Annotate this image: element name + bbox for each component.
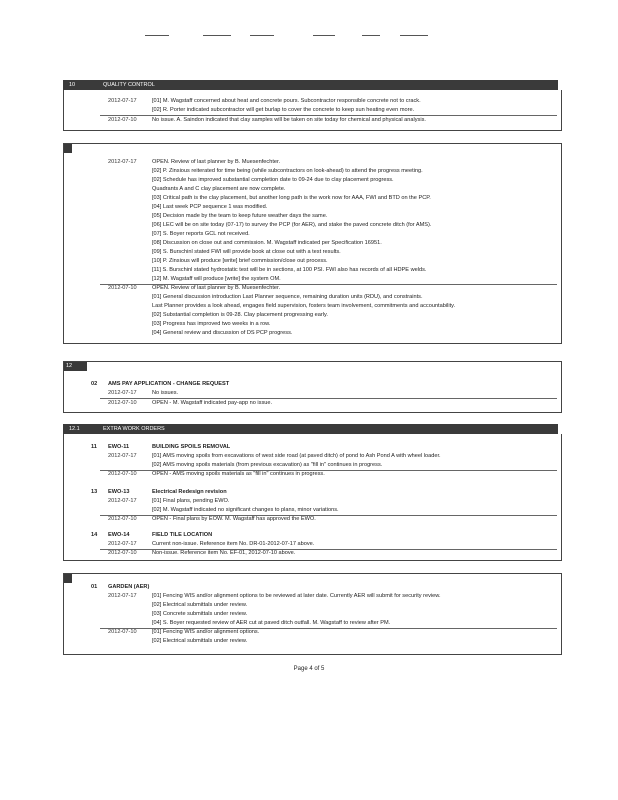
- header-rule: [203, 35, 231, 36]
- entry-date: 2012-07-10: [108, 550, 137, 556]
- entry-text: Non-issue. Reference item No. EF-01, 2012-07-10 above.: [152, 550, 296, 556]
- entry-text: No issues.: [152, 390, 179, 396]
- entry-text: [03] Concrete submittals under review.: [152, 611, 248, 617]
- item-title: Electrical Redesign revision: [152, 489, 227, 495]
- entry-text: [03] Critical path is the clay placement, but another long path is the work now for AAA, FWI and BTD on the PCP.: [152, 195, 431, 201]
- entry-text: [03] Progress has improved two weeks in a row.: [152, 321, 271, 327]
- section-header-extra-work-orders: [63, 424, 558, 434]
- entry-text: [04] Last week PCP sequence 1 was modified.: [152, 204, 268, 210]
- entry-text: [02] Electrical submittals under review.: [152, 602, 248, 608]
- item-title: BUILDING SPOILS REMOVAL: [152, 444, 231, 450]
- section-number: 10: [69, 82, 76, 88]
- entry-text: [11] S. Burschinl stated hydrostatic test will be in sections, at 100 PSI. FWI also has records of all HDPE welds.: [152, 267, 427, 273]
- entry-date: 2012-07-10: [108, 629, 137, 635]
- header-rule: [250, 35, 274, 36]
- section-header-quality-control: [63, 80, 558, 90]
- item-title: GARDEN (AER): [108, 584, 150, 590]
- entry-text: [02] Substantial completion is 09-28. Clay placement progressing early.: [152, 312, 328, 318]
- entry-text: [01] AMS moving spoils from excavations of west side road (at paved ditch) of pond to Ash Pond A with wheel loader.: [152, 453, 441, 459]
- entry-divider: [100, 398, 557, 399]
- entry-date: 2012-07-17: [108, 541, 137, 547]
- entry-date: 2012-07-10: [108, 400, 137, 406]
- entry-text: [12] M. Wagstaff will produce [write] the system OM.: [152, 276, 281, 282]
- entry-text: [01] Fencing WIS and/or alignment options.: [152, 629, 260, 635]
- entry-date: 2012-07-17: [108, 98, 137, 104]
- entry-text: [10] P. Zinsious will produce [write] brief commission/close out process.: [152, 258, 328, 264]
- entry-text: [02] P. Zinsious reiterated for time being (while subcontractors on look-ahead) to attend the progress meeting.: [152, 168, 423, 174]
- entry-text: [05] Decision made by the team to keep future weather days the same.: [152, 213, 328, 219]
- item-title: AMS PAY APPLICATION - CHANGE REQUEST: [108, 381, 230, 387]
- item-number: 14: [91, 532, 98, 538]
- entry-text: [07] S. Boyer reports GCL not received.: [152, 231, 250, 237]
- entry-text: [01] M. Wagstaff concerned about heat and concrete pours. Subcontractor responsible concrete not to crack.: [152, 98, 421, 104]
- entry-text: [09] S. Burschinl stated FWI will provide book at close out with a test results.: [152, 249, 341, 255]
- entry-date: 2012-07-17: [108, 390, 137, 396]
- entry-date: 2012-07-10: [108, 471, 137, 477]
- header-rule: [362, 35, 380, 36]
- entry-text: [04] S. Boyer requested review of AER cut at paved ditch outfall. M. Wagstaff to review after PM.: [152, 620, 391, 626]
- entry-date: 2012-07-17: [108, 498, 137, 504]
- item-number: 13: [91, 489, 98, 495]
- entry-text: [04] General review and discussion of DS PCP progress.: [152, 330, 293, 336]
- section-number: 12.1: [69, 426, 80, 432]
- header-rule: [313, 35, 335, 36]
- entry-text: [02] Schedule has improved substantial completion date to 09-24 due to clay placement progress.: [152, 177, 394, 183]
- entry-text: [02] M. Wagstaff indicated no significant changes to plans, minor variations.: [152, 507, 339, 513]
- item-number: 02: [91, 381, 98, 387]
- header-rule: [145, 35, 169, 36]
- entry-text: [06] LEC will be on site today (07-17) to survey the PCP (for AER), and stake the paved concrete ditch (for AMS).: [152, 222, 432, 228]
- entry-text: OPEN - AMS moving spoils materials as "fill in" continues in progress.: [152, 471, 325, 477]
- entry-date: 2012-07-17: [108, 593, 137, 599]
- entry-text: OPEN - M. Wagstaff indicated pay-app no issue.: [152, 400, 273, 406]
- entry-text: No issue. A. Saindon indicated that clay samples will be taken on site today for chemical and physical analysis.: [152, 117, 426, 123]
- item-number: 01: [91, 584, 98, 590]
- entry-text: [08] Discussion on close out and commission. M. Wagstaff indicated per Specification 16951.: [152, 240, 382, 246]
- entry-date: 2012-07-17: [108, 453, 137, 459]
- entry-date: 2012-07-10: [108, 516, 137, 522]
- entry-text: [01] Fencing WIS and/or alignment options to be reviewed at later date. Currently AER will submit for security review.: [152, 593, 441, 599]
- entry-date: 2012-07-10: [108, 285, 137, 291]
- entry-text: [01] General discussion introduction Last Planner sequence, remaining duration units (RDU), and constraints.: [152, 294, 423, 300]
- entry-text: OPEN - Final plans by EOW. M. Wagstaff has approved the EWO.: [152, 516, 316, 522]
- section-title: EXTRA WORK ORDERS: [103, 426, 165, 432]
- section-title: QUALITY CONTROL: [103, 82, 155, 88]
- entry-text: [02] Electrical submittals under review.: [152, 638, 248, 644]
- entry-text: OPEN. Review of last planner by B. Muesenfechter.: [152, 285, 281, 291]
- item-number: 11: [91, 444, 97, 450]
- entry-text: [01] Final plans, pending EWO.: [152, 498, 230, 504]
- section-number: 12: [66, 363, 73, 369]
- entry-text: [02] AMS moving spoils materials (from previous excavation) as "fill in" continues in progress.: [152, 462, 383, 468]
- entry-divider: [100, 115, 557, 116]
- entry-text: Last Planner provides a look ahead, engages field supervision, fosters team involvement, commitments and accountability.: [152, 303, 456, 309]
- header-rule: [400, 35, 428, 36]
- item-code: EWO-13: [108, 489, 130, 495]
- entry-text: OPEN. Review of last planner by B. Muesenfechter.: [152, 159, 281, 165]
- item-code: EWO-14: [108, 532, 130, 538]
- entry-date: 2012-07-10: [108, 117, 137, 123]
- page-number: Page 4 of 5: [293, 666, 325, 672]
- entry-date: 2012-07-17: [108, 159, 137, 165]
- entry-text: [02] R. Porter indicated subcontractor will get burlap to cover the concrete to keep sun heating even more.: [152, 107, 415, 113]
- entry-text: Quadrants A and C clay placement are now complete.: [152, 186, 286, 192]
- item-title: FIELD TILE LOCATION: [152, 532, 213, 538]
- entry-text: Current non-issue. Reference item No. DR-01-2012-07-17 above.: [152, 541, 315, 547]
- item-code: EWO-11: [108, 444, 130, 450]
